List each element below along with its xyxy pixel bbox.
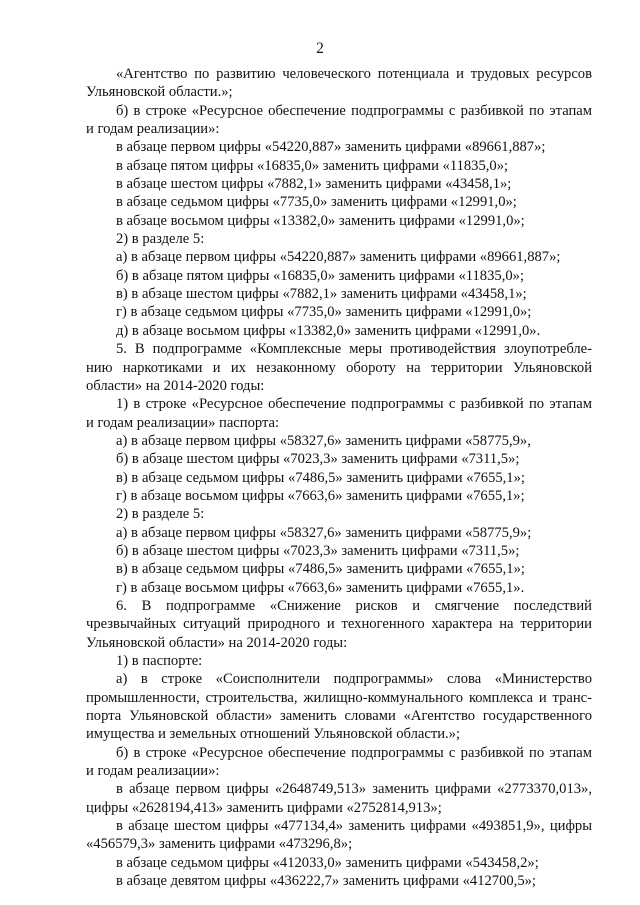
text-line: и годам реализации»: xyxy=(86,763,220,780)
text-line: б) в строке «Ресурсное обеспечение подпрограммы с разбивкой по этапам xyxy=(116,744,592,761)
text-line: порта Ульяновской области» заменить словами «Агентство государственного xyxy=(86,708,592,725)
text-line: в абзаце шестом цифры «7882,1» заменить цифрами «43458,1»; xyxy=(116,176,512,193)
text-line: б) в абзаце шестом цифры «7023,3» заменить цифрами «7311,5»; xyxy=(116,542,520,559)
text-line: 2) в разделе 5: xyxy=(116,231,205,248)
text-line: и годам реализации»: xyxy=(86,121,220,138)
text-line: в абзаце седьмом цифры «412033,0» заменить цифрами «543458,2»; xyxy=(116,854,539,871)
text-line: нию наркотиками и их незаконному обороту на территории Ульяновской xyxy=(86,359,592,376)
text-line: и годам реализации» паспорта: xyxy=(86,414,280,431)
text-line: д) в абзаце восьмом цифры «13382,0» заменить цифрами «12991,0». xyxy=(116,322,541,339)
text-line: «456579,3» заменить цифрами «473296,8»; xyxy=(86,836,353,853)
text-line: в абзаце девятом цифры «436222,7» заменить цифрами «412700,5»; xyxy=(116,873,536,890)
text-line: имущества и земельных отношений Ульяновской области.»; xyxy=(86,726,461,743)
text-line: Ульяновской области» на 2014-2020 годы: xyxy=(86,634,348,651)
text-line: 1) в паспорте: xyxy=(116,653,203,669)
text-line: в) в абзаце шестом цифры «7882,1» заменить цифрами «43458,1»; xyxy=(116,286,527,303)
text-line: б) в абзаце шестом цифры «7023,3» заменить цифрами «7311,5»; xyxy=(116,451,520,468)
text-line: 6. В подпрограмме «Снижение рисков и смягчение последствий xyxy=(116,597,592,614)
text-line: цифры «2628194,413» заменить цифрами «2752814,913»; xyxy=(86,799,442,816)
document-body xyxy=(86,65,592,890)
text-line: в абзаце шестом цифры «477134,4» заменить цифрами «493851,9», цифры xyxy=(116,818,592,835)
text-line: в абзаце первом цифры «2648749,513» заменить цифрами «2773370,013», xyxy=(116,781,592,798)
text-line: чрезвычайных ситуаций природного и техногенного характера на территории xyxy=(86,616,592,633)
text-line: а) в абзаце первом цифры «54220,887» заменить цифрами «89661,887»; xyxy=(116,249,561,266)
text-line: 5. В подпрограмме «Комплексные меры противодействия злоупотребле- xyxy=(116,341,592,358)
text-line: г) в абзаце восьмом цифры «7663,6» заменить цифрами «7655,1»; xyxy=(116,487,525,504)
text-line: 2) в разделе 5: xyxy=(116,506,205,523)
text-line: области» на 2014-2020 годы: xyxy=(86,377,265,394)
text-line: Ульяновской области.»; xyxy=(86,84,233,101)
text-line: а) в строке «Соисполнители подпрограммы» слова «Министерство xyxy=(116,671,592,688)
text-line: промышленности, строительства, жилищно-коммунального комплекса и транс- xyxy=(86,689,592,706)
text-line: г) в абзаце седьмом цифры «7735,0» заменить цифрами «12991,0»; xyxy=(116,304,532,321)
text-line: в абзаце седьмом цифры «7735,0» заменить цифрами «12991,0»; xyxy=(116,194,517,211)
text-line: в абзаце первом цифры «54220,887» заменить цифрами «89661,887»; xyxy=(116,139,546,156)
page-number: 2 xyxy=(316,40,324,57)
text-line: в абзаце пятом цифры «16835,0» заменить цифрами «11835,0»; xyxy=(116,157,509,174)
text-line: а) в абзаце первом цифры «58327,6» заменить цифрами «58775,9»; xyxy=(116,524,532,541)
text-line: б) в абзаце пятом цифры «16835,0» заменить цифрами «11835,0»; xyxy=(116,267,524,284)
text-line: в) в абзаце седьмом цифры «7486,5» заменить цифрами «7655,1»; xyxy=(116,561,525,578)
text-line: б) в строке «Ресурсное обеспечение подпрограммы с разбивкой по этапам xyxy=(116,102,592,119)
text-line: г) в абзаце восьмом цифры «7663,6» заменить цифрами «7655,1». xyxy=(116,579,525,596)
text-line: 1) в строке «Ресурсное обеспечение подпрограммы с разбивкой по этапам xyxy=(116,396,592,413)
text-line: а) в абзаце первом цифры «58327,6» заменить цифрами «58775,9», xyxy=(116,432,531,449)
text-line: в) в абзаце седьмом цифры «7486,5» заменить цифрами «7655,1»; xyxy=(116,469,525,486)
text-line: в абзаце восьмом цифры «13382,0» заменить цифрами «12991,0»; xyxy=(116,212,525,229)
text-line: «Агентство по развитию человеческого потенциала и трудовых ресурсов xyxy=(116,66,592,82)
